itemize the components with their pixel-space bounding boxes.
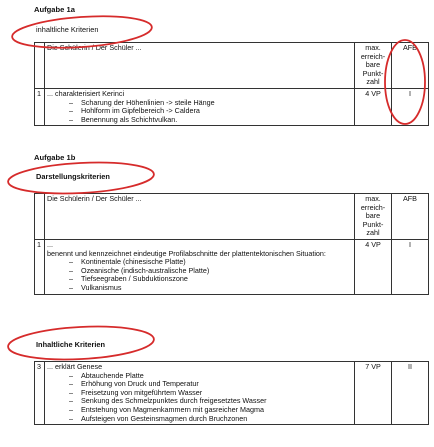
list-item: – Erhöhung von Druck und Temperatur xyxy=(69,380,352,389)
row-intro: ... xyxy=(47,239,53,249)
header-afb: AFB xyxy=(392,194,429,240)
row-points: 4 VP xyxy=(355,88,392,125)
table-row xyxy=(35,362,429,425)
list-item: – Abtauchende Platte xyxy=(69,372,352,381)
list-item: – Tiefseegraben / Subduktionszone xyxy=(69,275,352,284)
header-description: Die Schülerin / Der Schüler ... xyxy=(45,194,355,240)
section1-criteria-label: inhaltliche Kriterien xyxy=(36,25,99,34)
header-max-points: max. erreich-bare Punkt-zahl xyxy=(355,43,392,89)
row-afb: I xyxy=(392,239,429,294)
row-afb: I xyxy=(392,88,429,125)
row-intro: ... charakterisiert Kerinci xyxy=(47,88,125,98)
table-row xyxy=(35,239,429,294)
section3-criteria-label: Inhaltliche Kriterien xyxy=(36,340,105,349)
table-header-row xyxy=(35,43,429,89)
header-description: Die Schülerin / Der Schüler ... xyxy=(45,43,355,89)
row-intro: ... erklärt Genese xyxy=(47,362,103,371)
table-row xyxy=(35,88,429,125)
header-num xyxy=(35,43,45,89)
row-bullet-list xyxy=(69,372,352,424)
list-item: – Kontinentale (chinesische Platte) xyxy=(69,258,352,267)
table-header-row xyxy=(35,194,429,240)
row-num: 1 xyxy=(35,88,45,125)
list-item: – Freisetzung von mitgeführtem Wasser xyxy=(69,389,352,398)
row-text: benennt und kennzeichnet eindeutige Profilabschnitte der plattentektonischen Situation: xyxy=(47,248,326,258)
row-description xyxy=(45,239,355,294)
row-afb: II xyxy=(392,362,429,425)
header-num xyxy=(35,194,45,240)
row-num: 3 xyxy=(35,362,45,425)
header-max-points: max. erreich-bare Punkt-zahl xyxy=(355,194,392,240)
list-item: – Hohlform im Gipfelbereich -> Caldera xyxy=(69,107,352,116)
section2-criteria-label: Darstellungskriterien xyxy=(36,172,110,181)
section3-table xyxy=(34,361,429,425)
list-item: – Aufsteigen von Gesteinsmagmen durch Bruchzonen xyxy=(69,415,352,424)
section2-title: Aufgabe 1b xyxy=(34,153,76,162)
row-description xyxy=(45,88,355,125)
list-item: – Senkung des Schmelzpunktes durch freigesetztes Wasser xyxy=(69,397,352,406)
list-item: – Scharung der Höhenlinien -> steile Hänge xyxy=(69,99,352,108)
row-points: 7 VP xyxy=(355,362,392,425)
row-bullet-list xyxy=(69,258,352,292)
row-description xyxy=(45,362,355,425)
list-item: – Entstehung von Magmenkammern mit gasreicher Magma xyxy=(69,406,352,415)
header-afb: AFB xyxy=(392,43,429,89)
list-item: – Ozeanische (indisch-australische Platte) xyxy=(69,267,352,276)
row-num: 1 xyxy=(35,239,45,294)
section2-table xyxy=(34,193,429,295)
section1-title: Aufgabe 1a xyxy=(34,5,75,14)
row-bullet-list xyxy=(69,99,352,125)
row-points: 4 VP xyxy=(355,239,392,294)
list-item: – Benennung als Schichtvulkan. xyxy=(69,116,352,125)
list-item: – Vulkanismus xyxy=(69,284,352,293)
section1-table xyxy=(34,42,429,126)
